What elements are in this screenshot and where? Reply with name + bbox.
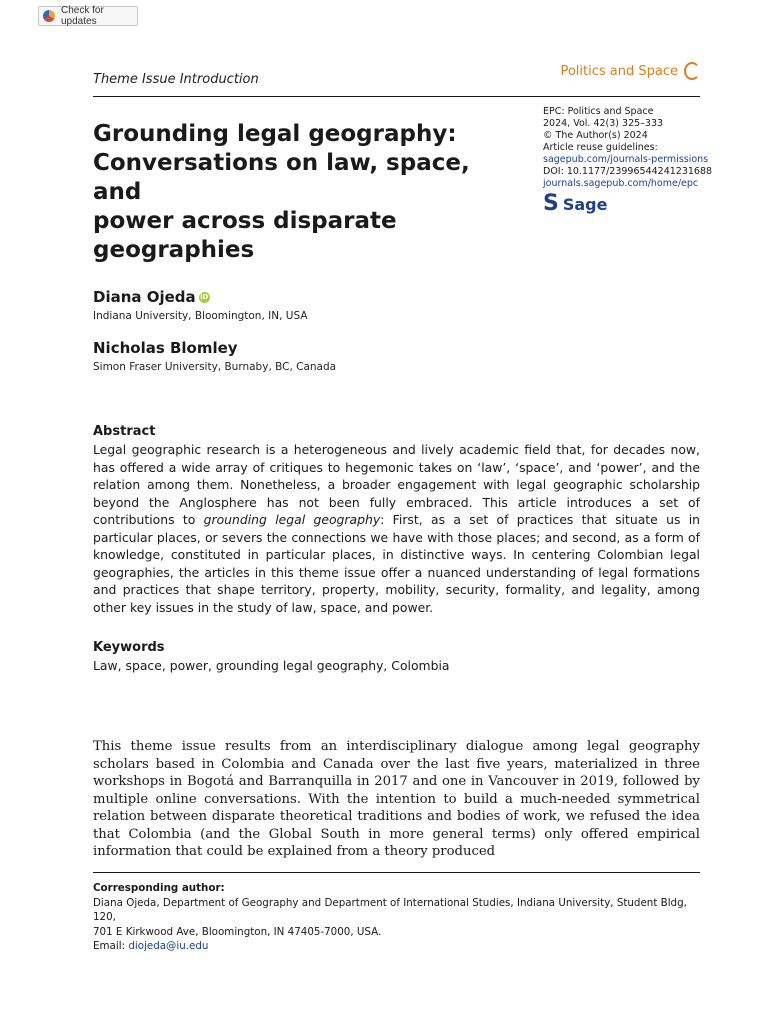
- crossmark-icon: [43, 10, 55, 22]
- meta-journal-link[interactable]: journals.sagepub.com/home/epc: [543, 178, 699, 189]
- abstract-text: [93, 441, 700, 616]
- check-for-updates-button[interactable]: [38, 6, 138, 26]
- email-label: Email:: [93, 940, 129, 952]
- meta-doi[interactable]: DOI: 10.1177/23996544241231688: [543, 166, 713, 177]
- journal-c-logo-icon: [684, 62, 700, 80]
- footnote-rule: [93, 872, 700, 873]
- orcid-icon[interactable]: iD: [200, 292, 209, 301]
- abstract-text-part-2: : First, as a set of practices that situate us in particular places, or severs the connections we have with those places; and second, as a form of knowledge, constituted in particular places, in distinctive ways. In centering Colombian legal geographies, the articles in this theme issue offer a nuanced understanding of legal formations and practices that shape territory, property, mobility, security, formality, and legality, among other key issues in the study of law, space, and power.: [93, 512, 701, 615]
- abstract-text-part-1: Legal geographic research is a heterogeneous and lively academic field that, for decades now, has offered a wide array of critiques to hegemonic takes on ‘law’, ‘space’, and ‘power’, and the relation among them. Nonetheless, a broader engagement with legal geographic scholarship beyond the Anglosphere has not been fully embraced. This article introduces a set of contributions to: [93, 442, 700, 527]
- header-rule: [93, 96, 700, 97]
- meta-journal: EPC: Politics and Space: [543, 106, 654, 117]
- article-title: [93, 120, 523, 265]
- publisher-logo: [543, 191, 608, 216]
- corresponding-email-line: [93, 939, 700, 954]
- title-line-4: geographies: [93, 237, 255, 263]
- abstract-text-italic: grounding legal geography: [203, 512, 381, 527]
- author-affiliation: Simon Fraser University, Burnaby, BC, Canada: [93, 361, 337, 373]
- journal-logo: [560, 62, 700, 80]
- corresponding-line-2: 701 E Kirkwood Ave, Bloomington, IN 47405-7000, USA.: [93, 925, 382, 938]
- author-1: [93, 288, 308, 322]
- author-affiliation: Indiana University, Bloomington, IN, USA: [93, 310, 308, 322]
- title-line-1: Grounding legal geography:: [93, 121, 457, 147]
- sage-s-icon: S: [543, 191, 559, 216]
- keywords-heading: Keywords: [93, 640, 165, 655]
- meta-reuse-link[interactable]: sagepub.com/journals-permissions: [543, 154, 709, 165]
- meta-copyright: © The Author(s) 2024: [543, 130, 648, 141]
- meta-reuse-label: Article reuse guidelines:: [543, 142, 658, 153]
- corresponding-line-1: Diana Ojeda, Department of Geography and Department of International Studies, Indiana University, Student Bldg, 120,: [93, 896, 687, 923]
- corresponding-author: [93, 881, 700, 954]
- article-metadata: [543, 106, 713, 190]
- publisher-name: Sage: [562, 194, 608, 214]
- check-for-updates-label: Check for updates: [61, 5, 104, 27]
- keywords-text: Law, space, power, grounding legal geography, Colombia: [93, 658, 450, 673]
- running-head: Theme Issue Introduction: [93, 72, 259, 87]
- abstract-heading: Abstract: [93, 424, 156, 439]
- author-name: Nicholas Blomley: [93, 339, 238, 357]
- author-2: [93, 339, 336, 373]
- author-name: Diana Ojeda: [93, 288, 196, 306]
- corresponding-heading: Corresponding author:: [93, 882, 225, 894]
- intro-paragraph: This theme issue results from an interdisciplinary dialogue among legal geography scholars based in Colombia and Canada over the last five years, materialized in three workshops in Bogotá and Barranquilla in 2017 and one in Vancouver in 2019, followed by multiple online conversations. With the intention to build a much-needed symmetrical relation between disparate theoretical traditions and bodies of work, we refused the idea that Colombia (and the Global South in more general terms) only offered empirical information that could be explained from a theory produced: [93, 739, 700, 859]
- title-line-3: power across disparate: [93, 208, 397, 234]
- journal-name: Politics and Space: [560, 63, 678, 79]
- title-line-2: Conversations on law, space, and: [93, 150, 470, 205]
- email-link[interactable]: diojeda@iu.edu: [128, 940, 209, 952]
- meta-volume: 2024, Vol. 42(3) 325–333: [543, 118, 664, 129]
